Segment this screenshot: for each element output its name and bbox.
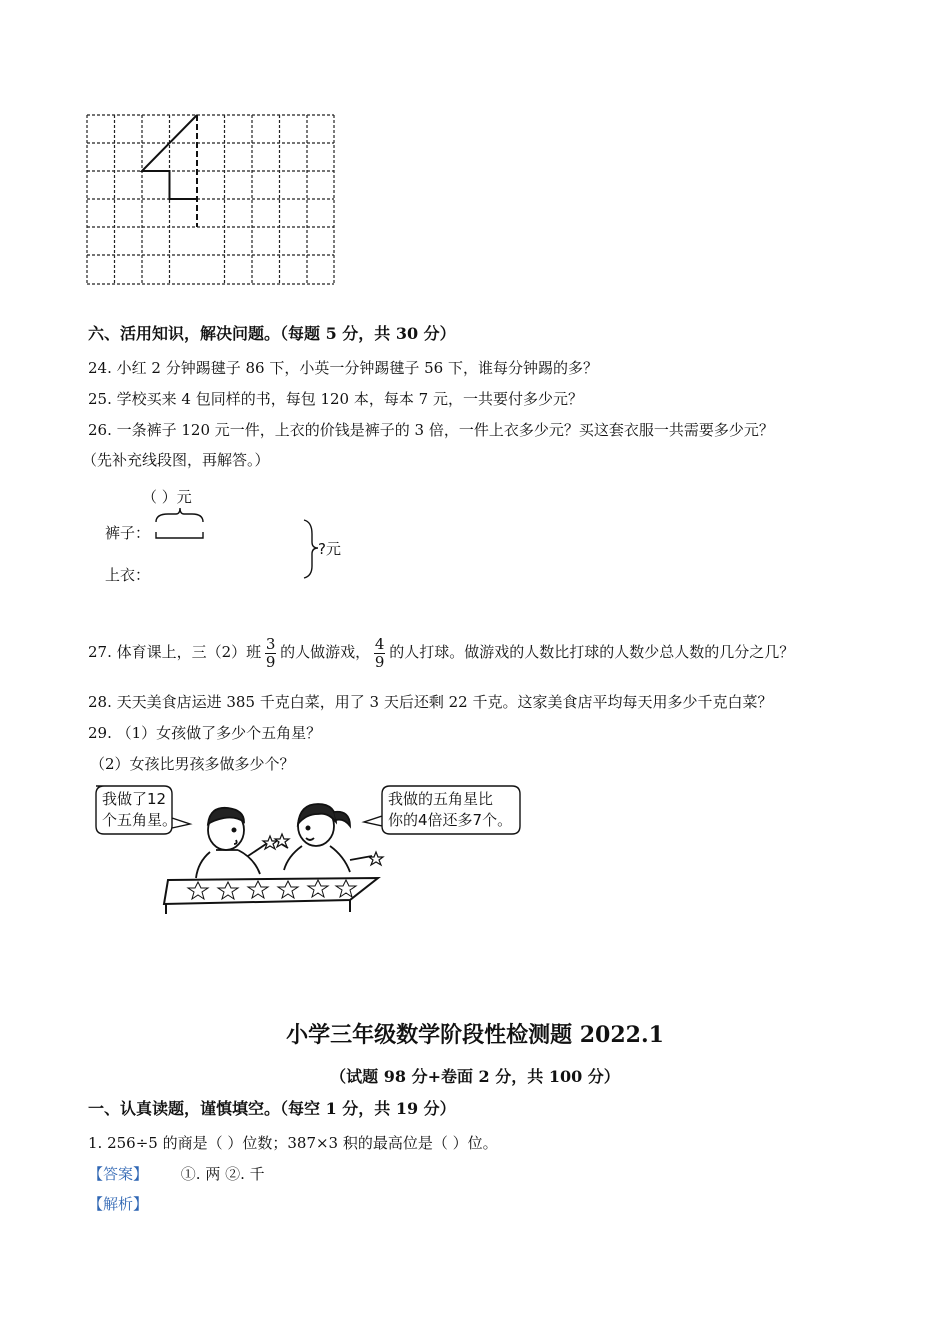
question-27-part1: 27. 体育课上，三（2）班 [88,643,262,661]
question-27 [88,630,794,674]
exam-subtitle: （试题 98 分+卷面 2 分，共 100 分） [330,1067,620,1086]
question-24: 24. 小红 2 分钟踢毽子 86 下，小英一分钟踢毽子 56 下，谁每分钟踢的多？ [88,359,598,377]
segment-diagram [100,482,360,592]
fraction-numerator: 4 [374,634,385,653]
total-brace [304,520,318,578]
boy-bubble-line2: 个五角星。 [102,811,178,829]
diagram-lines [100,482,360,592]
fraction-denominator: 9 [374,652,385,671]
fraction-4-9 [374,636,385,671]
question-26-note: （先补充线段图，再解答。） [82,451,270,469]
girl-figure [275,804,383,872]
question-29-part1: 29. （1）女孩做了多少个五角星？ [88,724,322,742]
fraction-3-9 [265,636,276,671]
diagram-top-label: （ ）元 [142,488,192,506]
kids-illustration [88,782,528,914]
pants-segment [156,532,203,538]
question-29-part2: （2）女孩比男孩多做多少个？ [90,755,295,773]
boy-figure [196,808,277,878]
fraction-denominator: 9 [265,652,276,671]
grid-figure [86,114,336,286]
fraction-numerator: 3 [265,634,276,653]
analysis-label: 【解析】 [88,1195,149,1213]
exam-title: 小学三年级数学阶段性检测题 2022.1 [286,1022,664,1048]
girl-bubble-line2: 你的4倍还多7个。 [388,811,513,829]
question-25: 25. 学校买来 4 包同样的书，每包 120 本，每本 7 元，一共要付多少元？ [88,390,583,408]
pants-brace [156,508,203,522]
girl-bubble-text [388,789,512,831]
total-label: ?元 [318,540,341,558]
pants-label: 裤子： [105,524,151,542]
answer-label: 【答案】 [88,1165,149,1183]
section1-heading: 一、认真读题，谨慎填空。（每空 1 分，共 19 分） [88,1099,456,1118]
answer-row [88,1164,265,1184]
boy-bubble-text [102,789,177,831]
shirt-label: 上衣： [105,566,151,584]
section6-heading: 六、活用知识，解决问题。（每题 5 分，共 30 分） [88,324,456,343]
question-27-part2: 的人做游戏， [280,643,371,661]
boy-bubble-line1: 我做了12 [102,790,167,808]
table-top [164,878,378,904]
question-26: 26. 一条裤子 120 元一件，上衣的价钱是裤子的 3 倍，一件上衣多少元？买这套衣服一共需要多少元？ [88,421,774,439]
question-1: 1. 256÷5 的商是（ ）位数；387×3 积的最高位是（ ）位。 [88,1134,498,1152]
question-27-part3: 的人打球。做游戏的人数比打球的人数少总人数的几分之几？ [389,643,795,661]
question-28: 28. 天天美食店运进 385 千克白菜，用了 3 天后还剩 22 千克。这家美食店平均每天用多少千克白菜？ [88,693,773,711]
girl-bubble-line1: 我做的五角星比 [388,790,494,808]
answer-text: ①. 两 ②. 千 [180,1165,265,1183]
